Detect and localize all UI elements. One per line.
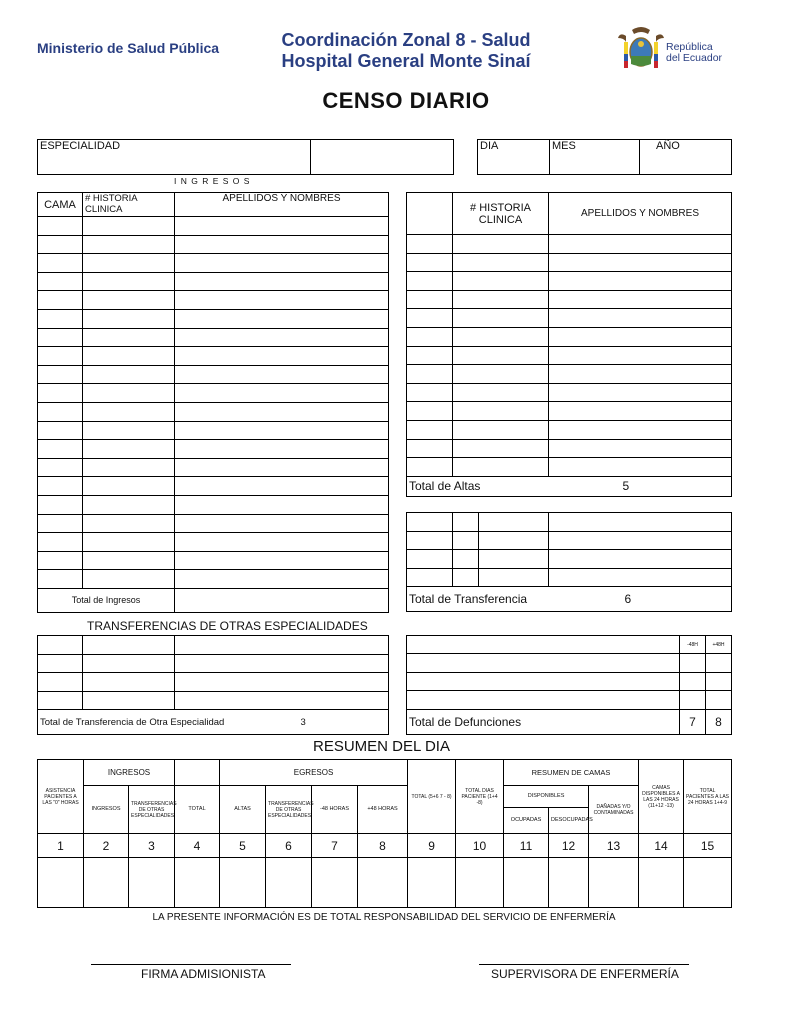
table-cell[interactable] — [479, 531, 549, 550]
resumen-col-number: 11 — [504, 834, 549, 858]
table-cell[interactable] — [38, 272, 83, 291]
table-cell[interactable] — [175, 384, 389, 403]
resumen-table — [37, 759, 732, 908]
table-cell[interactable] — [479, 513, 549, 532]
table-cell[interactable] — [453, 531, 479, 550]
resumen-value-cell[interactable] — [589, 858, 639, 908]
table-cell[interactable] — [407, 420, 453, 439]
table-cell[interactable] — [549, 346, 732, 365]
total-transferencia-cell — [407, 587, 732, 612]
table-cell[interactable] — [549, 568, 732, 587]
table-cell[interactable] — [83, 654, 175, 673]
table-row — [38, 254, 389, 273]
total-altas-row — [407, 476, 732, 496]
table-cell[interactable] — [175, 328, 389, 347]
col-menos48h: -48 HORAS — [312, 786, 358, 834]
table-cell[interactable] — [453, 402, 549, 421]
table-cell[interactable] — [38, 217, 83, 236]
resumen-col-number: 12 — [549, 834, 589, 858]
especialidad-value[interactable] — [311, 140, 454, 175]
table-cell[interactable] — [175, 440, 389, 459]
table-row — [38, 495, 389, 514]
col-mas48: +48H — [706, 636, 732, 654]
table-cell[interactable] — [407, 550, 453, 569]
col-menos48: -48H — [680, 636, 706, 654]
table-cell[interactable] — [407, 346, 453, 365]
table-row — [38, 636, 389, 655]
table-cell[interactable] — [175, 495, 389, 514]
especialidad-table — [37, 139, 454, 175]
table-row — [38, 440, 389, 459]
table-cell[interactable] — [38, 254, 83, 273]
table-cell[interactable] — [38, 514, 83, 533]
resumen-col-number: 5 — [220, 834, 266, 858]
table-cell[interactable] — [549, 513, 732, 532]
table-row — [38, 384, 389, 403]
table-cell[interactable] — [407, 402, 453, 421]
table-cell[interactable] — [38, 570, 83, 589]
col-cama: CAMA — [38, 193, 83, 217]
col-desocupadas: DESOCUPADAS — [549, 808, 589, 834]
table-cell[interactable] — [453, 346, 549, 365]
col-total-dias: TOTAL DIAS PACIENTE (1+4 -8) — [456, 760, 504, 834]
resumen-value-cell[interactable] — [639, 858, 684, 908]
table-row — [407, 672, 732, 691]
table-cell[interactable] — [38, 551, 83, 570]
table-row — [38, 570, 389, 589]
table-row — [407, 402, 732, 421]
total-ingresos-label: Total de Ingresos — [38, 588, 175, 612]
table-cell[interactable] — [453, 235, 549, 254]
table-cell[interactable] — [453, 420, 549, 439]
resumen-value-cell[interactable] — [266, 858, 312, 908]
table-cell[interactable] — [175, 254, 389, 273]
resumen-col-number: 15 — [684, 834, 732, 858]
table-cell[interactable] — [175, 272, 389, 291]
table-cell[interactable] — [407, 290, 453, 309]
resumen-col-number: 14 — [639, 834, 684, 858]
table-cell[interactable] — [407, 439, 453, 458]
col-total: TOTAL — [175, 786, 220, 834]
table-cell[interactable] — [453, 309, 549, 328]
table-cell[interactable] — [175, 235, 389, 254]
table-cell[interactable] — [549, 365, 732, 384]
coordination-line-1: Coordinación Zonal 8 - Salud — [281, 30, 531, 50]
table-cell[interactable] — [407, 568, 453, 587]
table-cell[interactable] — [83, 402, 175, 421]
table-cell[interactable] — [407, 253, 453, 272]
resumen-value-cell[interactable] — [358, 858, 408, 908]
col-historia: # HISTORIA CLINICA — [83, 193, 175, 217]
table-cell[interactable] — [706, 672, 732, 691]
table-cell[interactable] — [549, 327, 732, 346]
table-cell[interactable] — [407, 327, 453, 346]
table-cell[interactable] — [407, 235, 453, 254]
table-cell[interactable] — [38, 365, 83, 384]
table-cell[interactable] — [175, 347, 389, 366]
transf-otras-caption: TRANSFERENCIAS DE OTRAS ESPECIALIDADES — [87, 619, 368, 633]
table-row — [38, 458, 389, 477]
table-cell[interactable] — [83, 477, 175, 496]
altas-col-nombres: APELLIDOS Y NOMBRES — [549, 193, 732, 235]
table-row — [38, 514, 389, 533]
table-cell[interactable] — [175, 291, 389, 310]
table-row — [407, 568, 732, 587]
total-transferencia-row — [407, 587, 732, 612]
table-row — [407, 550, 732, 569]
table-cell[interactable] — [407, 513, 453, 532]
supervisora-label: SUPERVISORA DE ENFERMERÍA — [491, 967, 679, 981]
table-cell[interactable] — [175, 477, 389, 496]
table-cell[interactable] — [706, 691, 732, 710]
table-cell[interactable] — [453, 327, 549, 346]
total-altas-label: Total de Altas — [409, 479, 481, 494]
table-cell[interactable] — [38, 384, 83, 403]
table-row — [38, 691, 389, 710]
table-row — [407, 365, 732, 384]
table-cell[interactable] — [549, 290, 732, 309]
table-cell[interactable] — [407, 309, 453, 328]
table-cell[interactable] — [453, 513, 479, 532]
table-cell[interactable] — [38, 347, 83, 366]
table-cell[interactable] — [83, 440, 175, 459]
table-row — [38, 402, 389, 421]
table-cell[interactable] — [549, 458, 732, 477]
resumen-value-cell[interactable] — [84, 858, 129, 908]
resumen-value-cell[interactable] — [549, 858, 589, 908]
table-cell[interactable] — [83, 272, 175, 291]
date-table — [477, 139, 732, 175]
table-cell[interactable] — [453, 272, 549, 291]
col-asistencia: ASISTENCIA PACIENTES A LAS "0" HORAS — [38, 760, 84, 834]
table-cell[interactable] — [83, 235, 175, 254]
col-disponibles: DISPONIBLES — [504, 786, 589, 808]
table-cell[interactable] — [83, 551, 175, 570]
table-row — [407, 439, 732, 458]
table-row — [38, 477, 389, 496]
table-row — [407, 383, 732, 402]
total-transferencia-num: 6 — [624, 592, 632, 606]
col-total2: TOTAL (5+6 7 - 8) — [408, 760, 456, 834]
total-otras-row — [38, 710, 389, 735]
table-cell[interactable] — [38, 636, 83, 655]
total-altas-num: 5 — [622, 479, 630, 494]
resumen-col-number: 2 — [84, 834, 129, 858]
table-cell[interactable] — [407, 672, 680, 691]
resumen-caption: RESUMEN DEL DIA — [313, 738, 450, 755]
table-cell[interactable] — [83, 365, 175, 384]
table-cell[interactable] — [83, 347, 175, 366]
table-cell[interactable] — [175, 551, 389, 570]
table-cell[interactable] — [453, 550, 479, 569]
table-cell[interactable] — [83, 384, 175, 403]
col-ing-transf: TRANSFERENCIAS DE OTRAS ESPECIALIDADES — [129, 786, 175, 834]
total-transferencia-label: Total de Transferencia — [409, 592, 528, 606]
table-row — [38, 309, 389, 328]
table-row — [38, 673, 389, 692]
col-ing-ingresos: INGRESOS — [84, 786, 129, 834]
table-row — [38, 291, 389, 310]
supervisora-line — [479, 964, 689, 965]
col-egresos-group: EGRESOS — [220, 760, 408, 786]
defunciones-table — [406, 635, 732, 735]
table-cell[interactable] — [175, 514, 389, 533]
table-row — [38, 533, 389, 552]
table-cell[interactable] — [549, 272, 732, 291]
table-cell[interactable] — [38, 654, 83, 673]
total-defunciones-label: Total de Defunciones — [407, 709, 680, 734]
table-cell[interactable] — [549, 309, 732, 328]
table-cell[interactable] — [83, 421, 175, 440]
table-cell[interactable] — [38, 691, 83, 710]
total-otras-label: Total de Transferencia de Otra Especialidad — [40, 716, 225, 728]
table-cell[interactable] — [453, 383, 549, 402]
table-cell[interactable] — [38, 421, 83, 440]
ingresos-caption: I N G R E S O S — [174, 176, 251, 186]
resumen-col-number: 1 — [38, 834, 84, 858]
table-cell[interactable] — [83, 636, 175, 655]
col-danadas: DAÑADAS Y/O CONTAMINADAS — [589, 786, 639, 834]
table-cell[interactable] — [453, 365, 549, 384]
republic-line-2: del Ecuador — [666, 52, 723, 64]
altas-table — [406, 192, 732, 497]
table-cell[interactable] — [549, 235, 732, 254]
col-total-pac: TOTAL PACIENTES A LAS 24 HORAS 1+4-9 — [684, 760, 732, 834]
table-cell[interactable] — [549, 550, 732, 569]
table-cell[interactable] — [549, 420, 732, 439]
total-defunciones-row — [407, 709, 732, 734]
resumen-value-cell[interactable] — [129, 858, 175, 908]
especialidad-label: ESPECIALIDAD — [38, 140, 311, 175]
coordination-title — [252, 30, 560, 72]
table-cell[interactable] — [453, 439, 549, 458]
table-cell[interactable] — [175, 365, 389, 384]
col-altas: ALTAS — [220, 786, 266, 834]
transferencia-table — [406, 512, 732, 612]
table-cell[interactable] — [706, 654, 732, 673]
table-cell[interactable] — [479, 568, 549, 587]
altas-col-historia: # HISTORIA CLINICA — [453, 193, 549, 235]
table-cell[interactable] — [83, 217, 175, 236]
firma-admisionista-line — [91, 964, 291, 965]
table-cell[interactable] — [549, 383, 732, 402]
table-cell[interactable] — [38, 291, 83, 310]
table-row — [38, 235, 389, 254]
resumen-value-cell[interactable] — [456, 858, 504, 908]
resumen-col-number: 7 — [312, 834, 358, 858]
table-row — [407, 458, 732, 477]
republic-line-1: República — [666, 41, 713, 53]
table-cell[interactable] — [175, 691, 389, 710]
table-row — [407, 235, 732, 254]
table-cell[interactable] — [175, 421, 389, 440]
ministry-name: Ministerio de Salud Pública — [37, 40, 220, 56]
altas-col-cama — [407, 193, 453, 235]
resumen-value-cell[interactable] — [408, 858, 456, 908]
table-cell[interactable] — [83, 328, 175, 347]
table-cell[interactable] — [38, 673, 83, 692]
col-nombres: APELLIDOS Y NOMBRES — [175, 193, 389, 217]
dia-field[interactable]: DIA — [478, 140, 550, 175]
table-row — [38, 217, 389, 236]
firma-admisionista-label: FIRMA ADMISIONISTA — [141, 967, 266, 981]
table-cell[interactable] — [479, 550, 549, 569]
table-row — [38, 328, 389, 347]
resumen-value-cell[interactable] — [175, 858, 220, 908]
col-ingresos-group: INGRESOS — [84, 760, 175, 786]
col-ocupadas: OCUPADAS — [504, 808, 549, 834]
table-row — [407, 691, 732, 710]
ingresos-table — [37, 192, 389, 613]
table-cell[interactable] — [175, 570, 389, 589]
table-cell[interactable] — [83, 458, 175, 477]
table-cell[interactable] — [83, 673, 175, 692]
col-resumen-camas: RESUMEN DE CAMAS — [504, 760, 639, 786]
mes-field[interactable]: MES — [550, 140, 640, 175]
table-cell[interactable] — [407, 458, 453, 477]
col-camas-disp: CAMAS DISPONIBLES A LAS 24 HORAS (11+12 -13) — [639, 760, 684, 834]
table-cell[interactable] — [175, 533, 389, 552]
table-row — [38, 421, 389, 440]
table-cell[interactable] — [83, 254, 175, 273]
defunciones-num-b: 8 — [706, 709, 732, 734]
table-cell[interactable] — [38, 440, 83, 459]
table-cell[interactable] — [549, 253, 732, 272]
table-cell[interactable] — [453, 458, 549, 477]
resumen-col-number: 3 — [129, 834, 175, 858]
resumen-value-cell[interactable] — [504, 858, 549, 908]
resumen-col-number: 10 — [456, 834, 504, 858]
table-cell[interactable] — [83, 533, 175, 552]
table-row — [407, 253, 732, 272]
table-cell[interactable] — [549, 531, 732, 550]
coordination-line-2: Hospital General Monte Sinaí — [281, 51, 531, 71]
resumen-col-number: 9 — [408, 834, 456, 858]
table-cell[interactable] — [549, 439, 732, 458]
table-row — [38, 551, 389, 570]
total-ingresos-value[interactable] — [175, 588, 389, 612]
table-cell[interactable] — [175, 654, 389, 673]
table-cell[interactable] — [407, 691, 680, 710]
table-cell[interactable] — [38, 309, 83, 328]
resumen-col-number: 6 — [266, 834, 312, 858]
ano-field[interactable]: AÑO — [640, 140, 732, 175]
resumen-value-cell[interactable] — [684, 858, 732, 908]
table-cell[interactable] — [407, 272, 453, 291]
col-eg-transf: TRANSFERENCIAS DE OTRAS ESPECIALIDADES — [266, 786, 312, 834]
disclaimer: LA PRESENTE INFORMACIÓN ES DE TOTAL RESPONSABILIDAD DEL SERVICIO DE ENFERMERÍA — [152, 912, 616, 923]
table-cell[interactable] — [453, 568, 479, 587]
table-cell[interactable] — [407, 531, 453, 550]
table-row — [38, 654, 389, 673]
table-cell[interactable] — [38, 495, 83, 514]
resumen-value-cell[interactable] — [220, 858, 266, 908]
table-cell[interactable] — [175, 402, 389, 421]
total-altas-cell — [407, 476, 732, 496]
table-cell[interactable] — [407, 383, 453, 402]
total-otras-num: 3 — [300, 716, 306, 728]
republic-label — [666, 42, 722, 64]
table-row — [38, 347, 389, 366]
resumen-col-number: 8 — [358, 834, 408, 858]
transf-otras-table — [37, 635, 389, 735]
table-cell[interactable] — [83, 495, 175, 514]
table-cell[interactable] — [83, 691, 175, 710]
table-cell[interactable] — [175, 636, 389, 655]
resumen-col-number: 4 — [175, 834, 220, 858]
table-cell[interactable] — [38, 458, 83, 477]
table-cell[interactable] — [38, 533, 83, 552]
table-cell[interactable] — [175, 458, 389, 477]
resumen-value-cell[interactable] — [312, 858, 358, 908]
table-cell[interactable] — [680, 691, 706, 710]
table-cell[interactable] — [38, 477, 83, 496]
table-row — [407, 290, 732, 309]
table-cell[interactable] — [549, 402, 732, 421]
table-cell[interactable] — [38, 402, 83, 421]
resumen-col-number: 13 — [589, 834, 639, 858]
table-cell[interactable] — [175, 673, 389, 692]
table-cell[interactable] — [83, 309, 175, 328]
table-row — [407, 531, 732, 550]
total-row — [38, 588, 389, 612]
table-row — [407, 309, 732, 328]
table-cell[interactable] — [38, 235, 83, 254]
table-row — [407, 420, 732, 439]
total-otras-cell — [38, 710, 389, 735]
table-row — [407, 513, 732, 532]
page-title: CENSO DIARIO — [322, 88, 490, 113]
resumen-value-cell[interactable] — [38, 858, 84, 908]
table-cell[interactable] — [453, 290, 549, 309]
table-cell[interactable] — [83, 570, 175, 589]
table-cell[interactable] — [83, 514, 175, 533]
col-mas48h: +48 HORAS — [358, 786, 408, 834]
table-row — [407, 654, 732, 673]
table-cell[interactable] — [680, 672, 706, 691]
table-cell[interactable] — [175, 217, 389, 236]
table-row — [407, 272, 732, 291]
table-row — [407, 327, 732, 346]
table-row — [38, 365, 389, 384]
table-cell[interactable] — [407, 365, 453, 384]
table-cell[interactable] — [83, 291, 175, 310]
table-row — [407, 346, 732, 365]
table-row — [38, 272, 389, 291]
table-cell[interactable] — [38, 328, 83, 347]
table-cell[interactable] — [453, 253, 549, 272]
table-cell[interactable] — [680, 654, 706, 673]
defunciones-num-a: 7 — [680, 709, 706, 734]
table-cell[interactable] — [175, 309, 389, 328]
table-cell[interactable] — [407, 654, 680, 673]
